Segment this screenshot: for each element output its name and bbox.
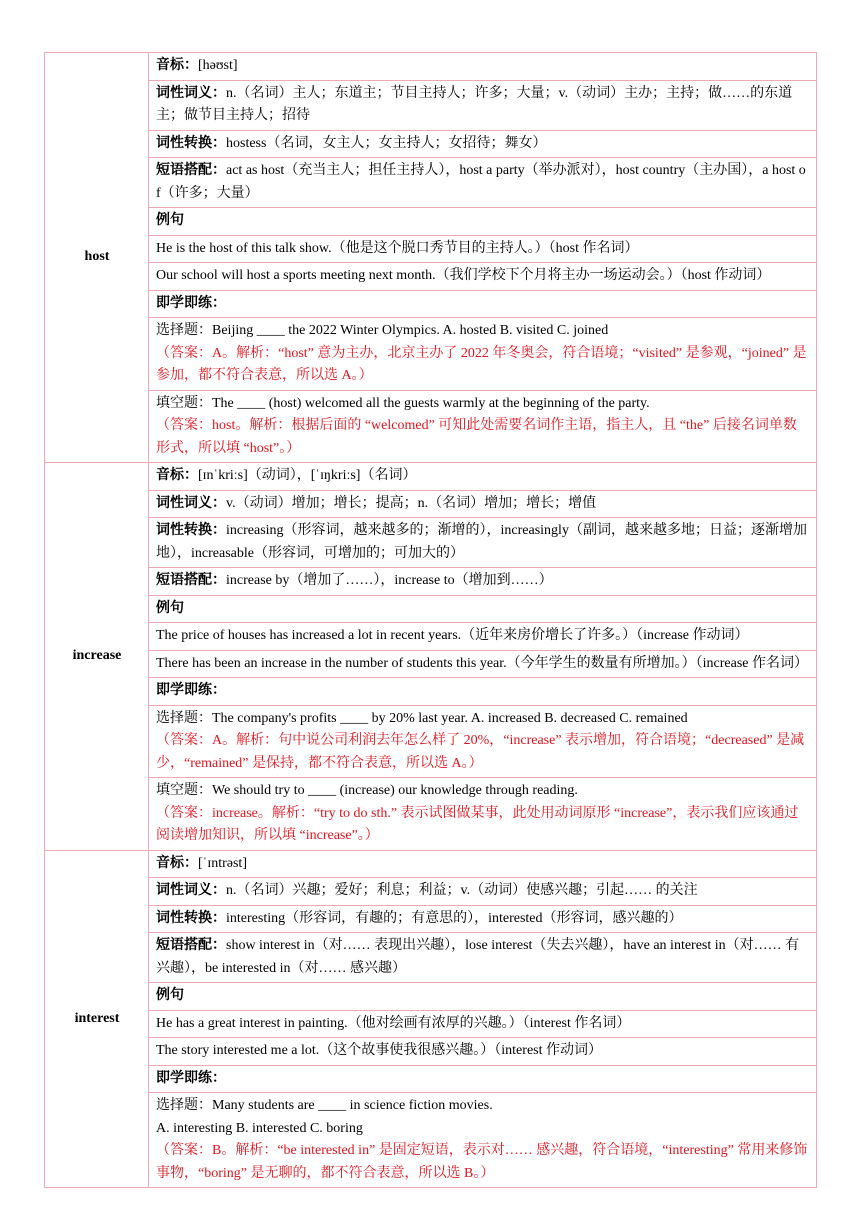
exercise-question: 填空题：We should try to ____ (increase) our knowledge through reading. [156, 783, 578, 798]
table-row [45, 650, 817, 678]
table-row [45, 208, 817, 236]
table-row [45, 390, 817, 463]
table-row [45, 878, 817, 906]
example-heading-text: 例句 [156, 600, 184, 616]
exercise-cell [149, 390, 817, 463]
vocabulary-table [44, 52, 817, 1188]
phonetic-cell-text: [ɪnˈkriːs]（动词），[ˈɪŋkriːs]（名词） [198, 468, 417, 483]
headword: interest [74, 1010, 120, 1026]
practice-heading-text: 即学即练： [156, 295, 226, 311]
table-row [45, 80, 817, 130]
meaning-cell [149, 80, 817, 130]
phrase-cell-label: 短语搭配： [156, 163, 226, 178]
table-row [45, 235, 817, 263]
exercise-cell [149, 705, 817, 778]
exercise-answer: （答案：increase。解析：“try to do sth.” 表示试图做某事，此处用动词原形 “increase”，表示我们应该通过阅读增加知识，所以填 “increase”。） [156, 805, 799, 843]
meaning-cell-text: n.（名词）兴趣；爱好；利息；利益；v.（动词）使感兴趣；引起…… 的关注 [226, 883, 698, 898]
exercise-cell [149, 1093, 817, 1188]
example-sentence: The price of houses has increased a lot in recent years.（近年来房价增长了许多。）（increase 作动词） [149, 623, 817, 651]
practice-heading [149, 1065, 817, 1093]
practice-heading-text: 即学即练： [156, 1070, 226, 1086]
example-sentence: He has a great interest in painting.（他对绘画有浓厚的兴趣。）（interest 作名词） [149, 1010, 817, 1038]
phonetic-cell-label: 音标： [156, 855, 198, 871]
example-sentence: Our school will host a sports meeting next month.（我们学校下个月将主办一场运动会。）（host 作动词） [149, 263, 817, 291]
example-sentence: He is the host of this talk show.（他是这个脱口秀节目的主持人。）（host 作名词） [149, 235, 817, 263]
phrase-cell [149, 933, 817, 983]
phrase-cell [149, 568, 817, 596]
table-row [45, 130, 817, 158]
practice-heading [149, 678, 817, 706]
conversion-cell [149, 130, 817, 158]
example-sentence: The story interested me a lot.（这个故事使我很感兴趣。）（interest 作动词） [149, 1038, 817, 1066]
example-heading-text: 例句 [156, 988, 184, 1003]
phonetic-cell [149, 850, 817, 878]
table-row [45, 595, 817, 623]
table-row [45, 705, 817, 778]
conversion-cell-label: 词性转换： [156, 910, 226, 926]
phonetic-cell-label: 音标： [156, 468, 198, 483]
conversion-cell-text: hostess（名词，女主人；女主持人；女招待；舞女） [226, 135, 547, 151]
table-row [45, 850, 817, 878]
table-row [45, 490, 817, 518]
table-row [45, 318, 817, 391]
phrase-cell-label: 短语搭配： [156, 938, 226, 953]
phrase-cell-label: 短语搭配： [156, 573, 226, 588]
exercise-question: 选择题：Beijing ____ the 2022 Winter Olympics. A. hosted B. visited C. joined [156, 323, 609, 338]
phonetic-cell [149, 53, 817, 81]
conversion-cell-label: 词性转换： [156, 523, 226, 538]
table-row [45, 1093, 817, 1188]
table-row [45, 463, 817, 491]
phrase-cell-text: act as host（充当主人；担任主持人），host a party（举办派对），host country（主办国），a host of（许多；大量） [156, 163, 806, 201]
meaning-cell-label: 词性词义： [156, 495, 226, 511]
phrase-cell-text: increase by（增加了……），increase to（增加到……） [226, 573, 553, 588]
table-row [45, 933, 817, 983]
exercise-answer: （答案：A。解析：句中说公司利润去年怎么样了 20%，“increase” 表示增加，符合语境；“decreased” 是减少，“remained” 是保持，都不符合表意，所以选 A。） [156, 733, 805, 771]
exercise-answer: （答案：A。解析：“host” 意为主办，北京主办了 2022 年冬奥会，符合语境；“visited” 是参观，“joined” 是参加，都不符合表意，所以选 A。） [156, 345, 807, 383]
meaning-cell [149, 490, 817, 518]
phonetic-cell [149, 463, 817, 491]
table-row [45, 983, 817, 1011]
headword: increase [72, 648, 122, 663]
headword-cell [45, 463, 149, 851]
phonetic-cell-text: [ˈɪntrəst] [198, 855, 247, 871]
table-row [45, 1038, 817, 1066]
table-row [45, 263, 817, 291]
example-heading [149, 595, 817, 623]
table-row [45, 518, 817, 568]
table-row [45, 905, 817, 933]
conversion-cell [149, 518, 817, 568]
table-row [45, 158, 817, 208]
exercise-question: 选择题：The company's profits ____ by 20% last year. A. increased B. decreased C. remained [156, 710, 688, 726]
meaning-cell-label: 词性词义： [156, 85, 226, 101]
exercise-question: A. interesting B. interested C. boring [156, 1120, 363, 1136]
exercise-cell [149, 318, 817, 391]
practice-heading [149, 290, 817, 318]
table-row [45, 1010, 817, 1038]
table-row [45, 53, 817, 81]
table-row [45, 1065, 817, 1093]
phonetic-cell-text: [həʊst] [198, 58, 238, 73]
example-heading [149, 208, 817, 236]
table-row [45, 623, 817, 651]
headword-cell [45, 53, 149, 463]
phonetic-cell-label: 音标： [156, 58, 198, 73]
headword-cell [45, 850, 149, 1188]
meaning-cell-text: n.（名词）主人；东道主；节目主持人；许多；大量；v.（动词）主办；主持；做……的东道主；做节目主持人；招待 [156, 85, 793, 123]
meaning-cell-label: 词性词义： [156, 883, 226, 898]
table-row [45, 678, 817, 706]
exercise-question: 选择题：Many students are ____ in science fiction movies. [156, 1098, 493, 1113]
exercise-cell [149, 778, 817, 851]
conversion-cell-text: increasing（形容词，越来越多的；渐增的），increasingly（副词，越来越多地；日益；逐渐增加地），increasable（形容词，可增加的；可加大的） [156, 523, 807, 561]
exercise-question: 填空题：The ____ (host) welcomed all the guests warmly at the beginning of the party. [156, 395, 650, 411]
headword: host [84, 249, 110, 265]
phrase-cell-text: show interest in（对…… 表现出兴趣），lose interest（失去兴趣），have an interest in（对…… 有兴趣），be interested in（对…… 感兴趣） [156, 938, 800, 976]
practice-heading-text: 即学即练： [156, 683, 226, 698]
example-heading-text: 例句 [156, 213, 184, 228]
conversion-cell-label: 词性转换： [156, 135, 226, 151]
conversion-cell [149, 905, 817, 933]
conversion-cell-text: interesting（形容词，有趣的；有意思的），interested（形容词，感兴趣的） [226, 910, 683, 926]
table-row [45, 568, 817, 596]
phrase-cell [149, 158, 817, 208]
meaning-cell [149, 878, 817, 906]
table-row [45, 290, 817, 318]
example-sentence: There has been an increase in the number of students this year.（今年学生的数量有所增加。）（increase 作名词） [149, 650, 817, 678]
table-row [45, 778, 817, 851]
example-heading [149, 983, 817, 1011]
exercise-answer: （答案：host。解析：根据后面的 “welcomed” 可知此处需要名词作主语，指主人，且 “the” 后接名词单数形式，所以填 “host”。） [156, 418, 797, 456]
exercise-answer: （答案：B。解析：“be interested in” 是固定短语，表示对…… 感兴趣，符合语境，“interesting” 常用来修饰事物，“boring” 是无聊的，都不符合表意，所以选 B。） [156, 1143, 808, 1181]
meaning-cell-text: v.（动词）增加；增长；提高；n.（名词）增加；增长；增值 [226, 495, 597, 511]
